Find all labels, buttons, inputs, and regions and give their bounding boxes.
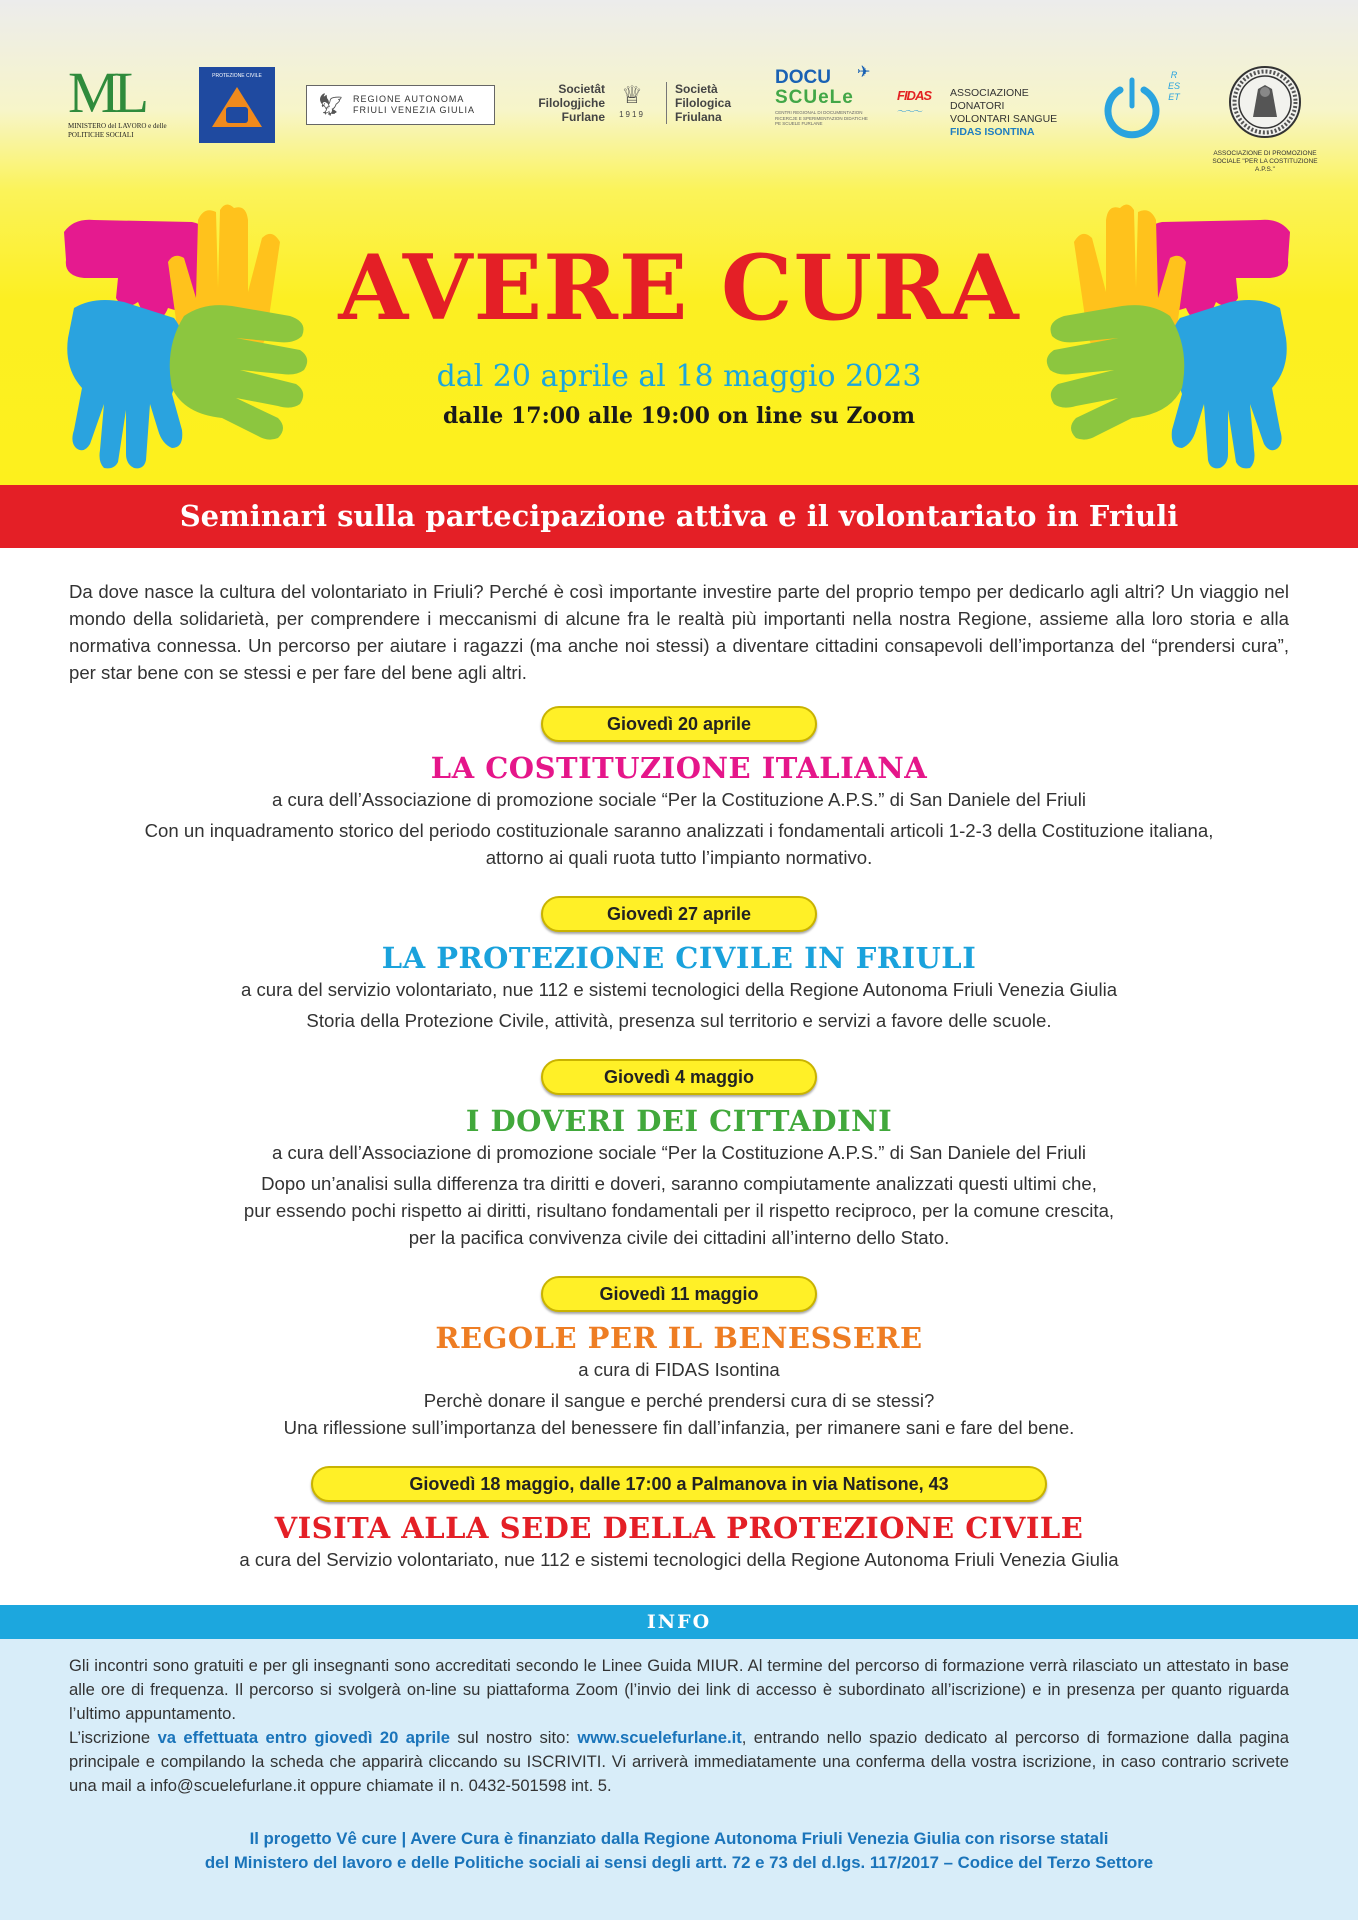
seal-icon [1228,65,1302,139]
fidas-wave-icon: 〜〜〜 [897,107,921,118]
event-item [0,896,1358,1034]
power-icon [1100,76,1164,140]
event-organizer: a cura del Servizio volontariato, nue 112 e sistemi tecnologici della Regione Autonoma Friuli Venezia Giulia [239,1549,1119,1570]
sf-right-text [666,82,755,124]
event-title: I DOVERI DEI CITTADINI [465,1104,893,1138]
sf-eagle-icon: ♕ [621,82,643,109]
info-heading-bar [0,1605,1358,1639]
fidas-badge-text: FIDAS [897,88,931,103]
info-heading: INFO [646,1611,712,1633]
fvg-text [353,94,475,116]
funding-line: del Ministero del lavoro e delle Politiche sociali ai sensi degli artt. 72 e 73 del d.lgs. 117/2017 – Codice del Terzo Settore [204,1853,1154,1872]
funding-line: Il progetto Vê cure | Avere Cura è finanziato dalla Regione Autonoma Friuli Venezia Giulia con risorse statali [249,1829,1109,1848]
intro-paragraph: Da dove nasce la cultura del volontariato in Friuli? Perché è così importante investire parte del proprio tempo per dedicarlo agli altri? Un viaggio nel mondo della solidarietà, per comprendere i meccanismi di alcune fra le realtà più importanti nella nostra Regione, assieme alla loro storia e alla normativa connessa. Un percorso per aiutare i ragazzi (ma anche noi stessi) a diventare cittadini consapevoli dell’importanza del “prendersi cura”, per star bene con se stessi e per fare del bene agli altri. [69,581,1289,683]
event-date-pill: Giovedì 11 maggio [541,1276,817,1312]
sf-left-line: Furlane [561,110,605,124]
event-organizer: a cura di FIDAS Isontina [578,1359,780,1380]
event-item [0,1276,1358,1441]
event-title: REGOLE PER IL BENESSERE [435,1321,923,1355]
hands-illustration-right [1042,198,1290,470]
event-description-line: per la pacifica convivenza civile dei cittadini all’interno dello Stato. [408,1227,950,1248]
event-description-line: Perchè donare il sangue e perché prendersi cura di se stessi? [423,1390,935,1411]
registration-text: L’iscrizione [69,1728,158,1747]
event-item [0,706,1358,871]
docu-caption: CENTRI REGIONAL DI DOCUMENTAZION RICERCJE E SPERIMENTAZION DIDATICHE PE SCUELE FURLANE [775,110,868,126]
societa-filologica-logo [522,82,744,132]
hands-illustration-left [64,198,312,470]
ministero-caption: MINISTERO del LAVORO e delle POLITICHE SOCIALI [68,122,167,139]
fidas-line2: VOLONTARI SANGUE [950,113,1058,125]
event-date-pill: Giovedì 27 aprile [541,896,817,932]
event-description-line: Con un inquadramento storico del periodo costituzionale saranno analizzati i fondamentali articoli 1-2-3 della Costituzione italiana, [144,820,1214,841]
event-title: LA COSTITUZIONE ITALIANA [430,751,928,785]
registration-text: sul nostro sito: [449,1728,578,1747]
fvg-line2: FRIULI VENEZIA GIULIA [353,105,476,115]
docu-line2: SCUeLe [775,87,854,108]
event-item [0,1059,1358,1251]
paper-plane-icon: ✈ [857,64,871,81]
aps-caption: ASSOCIAZIONE DI PROMOZIONE SOCIALE "PER LA COSTITUZIONE A.P.S." [1212,150,1318,173]
info-text [69,1654,1289,1798]
sf-emblem [612,82,652,119]
eagle-icon: 🦅︎ [317,92,345,117]
partner-logos [0,60,1358,180]
regione-fvg-logo [306,85,495,125]
reset-logo [1098,68,1182,148]
sf-right-line: Filologica [675,96,732,110]
event-date-pill: Giovedì 18 maggio, dalle 17:00 a Palmanova in via Natisone, 43 [311,1466,1047,1502]
event-description-line: Una riflessione sull’importanza del benessere fin dall’infanzia, per rimanere sani e fare del bene. [283,1417,1075,1438]
reset-word: RESET [1168,70,1181,102]
funding-note [69,1827,1289,1875]
subtitle-text: Seminari sulla partecipazione attiva e il volontariato in Friuli [179,499,1179,533]
registration-deadline: va effettuata entro giovedì 20 aprile [157,1728,450,1747]
date-range: dal 20 aprile al 18 maggio 2023 [436,359,922,394]
event-organizer: a cura del servizio volontariato, nue 112 e sistemi tecnologici della Regione Autonoma Friuli Venezia Giulia [240,979,1118,1000]
event-description-line: attorno ai quali ruota tutto l’impianto normativo. [485,847,873,868]
event-title: VISITA ALLA SEDE DELLA PROTEZIONE CIVILE [274,1511,1084,1545]
page-title: AVERE CURA [338,235,1020,341]
registration-text: , entrando nello spazio dedicato al percorso di formazione dalla pagina principale e compilando la scheda che apparirà cliccando su ISCRIVITI. Vi arriverà immediatamente una conferma della vostra iscrizione, in caso contrario scrivete una mail a info@scuelefurlane.it oppure chiamate il n. 0432-501598 int. 5. [69,1728,1289,1795]
sf-right-line: Friulana [675,110,722,124]
ml-mark-letters: ML [68,60,143,125]
event-description-line: Storia della Protezione Civile, attività, presenza sul territorio e servizi a favore delle scuole. [306,1010,1052,1031]
sf-left-line: Filologjiche [538,96,605,110]
fidas-line1: ASSOCIAZIONE DONATORI [950,87,1029,112]
docu-line1: DOCU [775,67,831,88]
ml-mark [68,60,168,125]
event-title: LA PROTEZIONE CIVILE IN FRIULI [381,941,977,975]
fidas-badge [897,87,945,118]
hero-section [0,0,1358,485]
event-description-line: pur essendo pochi rispetto ai diritti, risultano fondamentali per il rispetto reciproco, per la comune crescita, [243,1200,1115,1221]
time-and-venue: dalle 17:00 alle 19:00 on line su Zoom [442,403,916,429]
event-organizer: a cura dell’Associazione di promozione sociale “Per la Costituzione A.P.S.” di San Daniele del Friuli [271,789,1087,810]
sf-left-text [522,82,605,124]
pc-inner-shape [226,107,248,123]
registration-paragraph [69,1726,1289,1798]
subtitle-banner [0,485,1358,548]
green-hand [170,305,307,439]
event-organizer: a cura dell’Associazione di promozione sociale “Per la Costituzione A.P.S.” di San Daniele del Friuli [271,1142,1087,1163]
pc-caption: PROTEZIONE CIVILE [212,73,262,79]
website-link[interactable]: www.scuelefurlane.it [577,1728,742,1747]
fidas-line3: FIDAS ISONTINA [950,126,1035,138]
ministero-logo [68,60,168,140]
sf-year: 1919 [619,110,645,119]
aps-costituzione-logo [1210,65,1320,174]
fidas-text [950,87,1077,139]
sf-right-line: Società [675,82,718,96]
info-box [0,1639,1358,1920]
event-date-pill: Giovedì 4 maggio [541,1059,817,1095]
green-hand [1047,305,1184,439]
event-description-line: Dopo un’analisi sulla differenza tra diritti e doveri, saranno compiutamente analizzati questi ultimi che, [261,1173,1097,1194]
docuscuele-logo [775,64,875,127]
sf-left-line: Societât [558,82,605,96]
protezione-civile-logo [199,67,275,143]
blue-hand [67,300,184,468]
event-date-pill: Giovedì 20 aprile [541,706,817,742]
fvg-line1: REGIONE AUTONOMA [353,94,465,104]
blue-hand [1170,300,1287,468]
info-paragraph: Gli incontri sono gratuiti e per gli insegnanti sono accreditati secondo le Linee Guida MIUR. Al termine del percorso di formazione verrà rilasciato un attestato in base alle ore di frequenza. Il percorso si svolgerà on-line su piattaforma Zoom (l’invio dei link di accesso è subordinato all’iscrizione) e in presenza per quanto riguarda l’ultimo appuntamento. [69,1656,1289,1723]
event-item [0,1466,1358,1573]
